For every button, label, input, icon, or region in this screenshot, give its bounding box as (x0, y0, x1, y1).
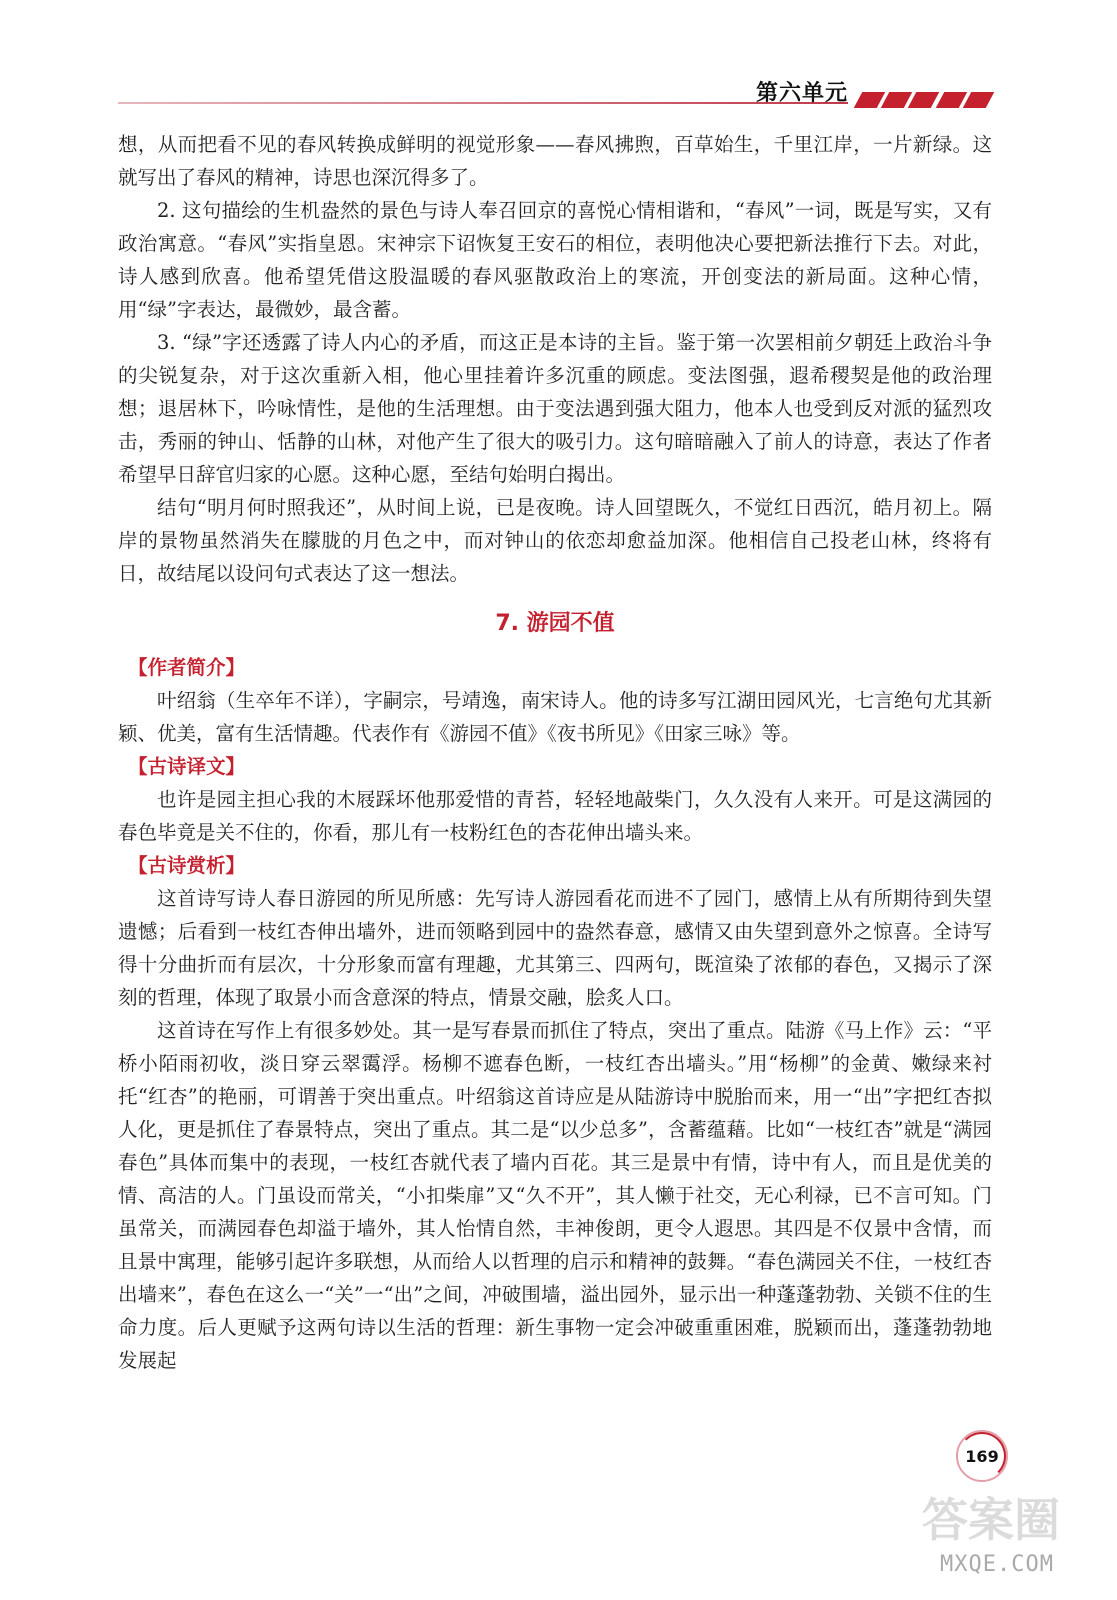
header-rule (118, 102, 848, 104)
watermark-logo (918, 1488, 1093, 1548)
page-content (118, 128, 992, 1377)
appreciation-label: 【古诗赏析】 (128, 854, 246, 877)
section-title: 7. 游园不值 (495, 611, 615, 636)
paragraph: 2. 这句描绘的生机盎然的景色与诗人奉召回京的喜悦心情相谐和，“春风”一词，既是写实，又有政治寓意。“春风”实指皇恩。宋神宗下诏恢复王安石的相位，表明他决心要把新法推行下去。对此，诗人感到欣喜。他希望凭借这股温暖的春风驱散政治上的寒流，开创变法的新局面。这种心情，用“绿”字表达，最微妙，最含蓄。 (118, 199, 992, 321)
paragraph: 想，从而把看不见的春风转换成鲜明的视觉形象——春风拂煦，百草始生，千里江岸，一片新绿。这就写出了春风的精神，诗思也深沉得多了。 (118, 133, 992, 189)
watermark-logo-text: 答案圈 (922, 1493, 1060, 1547)
appreciation-paragraph: 这首诗写诗人春日游园的所见所感：先写诗人游园看花而进不了园门，感情上从有所期待到失望遗憾；后看到一枝红杏伸出墙外，进而领略到园中的盎然春意，感情又由失望到意外之惊喜。全诗写得十分曲折而有层次，十分形象而富有理趣，尤其第三、四两句，既渲染了浓郁的春色，又揭示了深刻的哲理，体现了取景小而含意深的特点，情景交融，脍炙人口。 (118, 887, 992, 1009)
paragraph: 3. “绿”字还透露了诗人内心的矛盾，而这正是本诗的主旨。鉴于第一次罢相前夕朝廷上政治斗争的尖锐复杂，对于这次重新入相，他心里挂着许多沉重的顾虑。变法图强，遐希稷契是他的政治理想；退居林下，吟咏情性，是他的生活理想。由于变法遇到强大阻力，他本人也受到反对派的猛烈攻击，秀丽的钟山、恬静的山林，对他产生了很大的吸引力。这句暗暗融入了前人的诗意，表达了作者希望早日辞官归家的心愿。这种心愿，至结句始明白揭出。 (118, 331, 992, 486)
watermark-url: MXQE.COM (940, 1552, 1054, 1577)
translation-text: 也许是园主担心我的木屐踩坏他那爱惜的青苔，轻轻地敲柴门，久久没有人来开。可是这满园的春色毕竟是关不住的，你看，那儿有一枝粉红色的杏花伸出墙头来。 (118, 788, 992, 844)
translation-label: 【古诗译文】 (128, 755, 246, 778)
page-number: 169 (958, 1432, 1006, 1480)
header-stripes (858, 92, 990, 108)
unit-title: 第六单元 (755, 81, 848, 106)
author-text: 叶绍翁（生卒年不详），字嗣宗，号靖逸，南宋诗人。他的诗多写江湖田园风光，七言绝句尤其新颖、优美，富有生活情趣。代表作有《游园不值》《夜书所见》《田家三咏》等。 (118, 689, 992, 745)
paragraph: 结句“明月何时照我还”，从时间上说，已是夜晚。诗人回望既久，不觉红日西沉，皓月初上。隔岸的景物虽然消失在朦胧的月色之中，而对钟山的依恋却愈益加深。他相信自己投老山林，终将有日，故结尾以设问句式表达了这一想法。 (118, 496, 992, 585)
author-label: 【作者简介】 (128, 656, 246, 679)
page-header (118, 74, 998, 114)
appreciation-paragraph: 这首诗在写作上有很多妙处。其一是写春景而抓住了特点，突出了重点。陆游《马上作》云：“平桥小陌雨初收，淡日穿云翠霭浮。杨柳不遮春色断，一枝红杏出墙头。”用“杨柳”的金黄、嫩绿来衬托“红杏”的艳丽，可谓善于突出重点。叶绍翁这首诗应是从陆游诗中脱胎而来，用一“出”字把红杏拟人化，更是抓住了春景特点，突出了重点。其二是“以少总多”，含蓄蕴藉。比如“一枝红杏”就是“满园春色”具体而集中的表现，一枝红杏就代表了墙内百花。其三是景中有情，诗中有人，而且是优美的情、高洁的人。门虽设而常关，“小扣柴扉”又“久不开”，其人懒于社交，无心利禄，已不言可知。门虽常关，而满园春色却溢于墙外，其人怡情自然，丰神俊朗，更令人遐思。其四是不仅景中含情，而且景中寓理，能够引起许多联想，从而给人以哲理的启示和精神的鼓舞。“春色满园关不住，一枝红杏出墙来”，春色在这么一“关”一“出”之间，冲破围墙，溢出园外，显示出一种蓬蓬勃勃、关锁不住的生命力度。后人更赋予这两句诗以生活的哲理：新生事物一定会冲破重重困难，脱颖而出，蓬蓬勃勃地发展起 (118, 1019, 992, 1372)
